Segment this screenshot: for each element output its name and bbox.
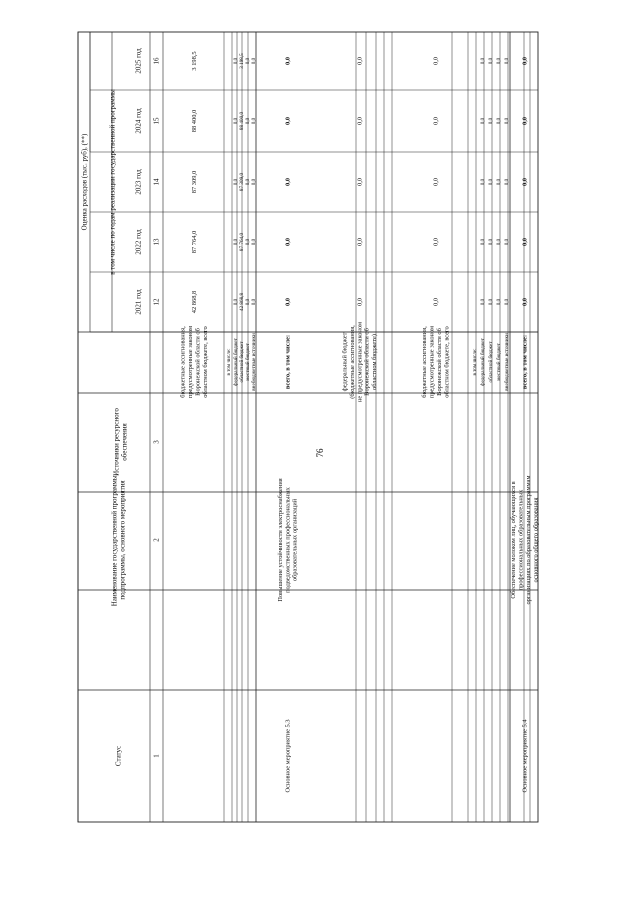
row-7-value-2: 0,0 [284,238,292,246]
row-1-value-1: 42 868,8 [190,290,198,314]
row-1-value-2: 87 764,0 [190,230,198,254]
row-5-value-5: 0,0 [244,57,251,65]
row-14-source: внебюджетные источники [503,333,510,391]
row-14-value-3: 0,0 [503,178,510,186]
header-colnum-2: 2 [152,538,161,542]
row-8-source: федеральный бюджет(бюджетные ассигнования,не предусмотренные закономВоронежской области обобластном бюджете) [341,321,378,403]
page-number: 76 [315,448,325,458]
row-5-value-3: 0,0 [244,178,251,186]
row-6-source: внебюджетные источники [250,333,257,391]
row-13-value-5: 0,0 [495,57,502,65]
row-4-value-2: 87 764,0 [238,232,245,252]
row-11-source: федеральный бюджет [479,338,486,386]
row-7-value-4: 0,0 [284,117,292,125]
row-12-value-2: 0,0 [487,238,494,246]
row-9-value-5: 0,0 [432,57,440,65]
row-15-status: Основное мероприятие 5.4 [521,719,529,793]
header-colnum-6: 14 [152,178,161,186]
row-13-value-2: 0,0 [495,238,502,246]
row-5-value-1: 0,0 [244,298,251,306]
header-including: в том числе по годам реализации государственной программы [108,89,117,275]
header-year-4: 2024 год [134,108,143,134]
row-10-source: в том числе: [471,348,478,376]
row-11-value-5: 0,0 [479,57,486,65]
row-15-value-5: 0,0 [521,57,529,65]
header-status: Статус [114,745,123,767]
row-4-value-4: 88 400,0 [238,111,245,131]
row-3-value-2: 0,0 [232,238,239,246]
row-4-value-3: 87 309,0 [238,172,245,192]
header-year-2: 2022 год [134,229,143,255]
row-11-value-2: 0,0 [479,238,486,246]
row-5-value-4: 0,0 [244,117,251,125]
row-13-source: местный бюджет [495,343,502,381]
row-3-value-3: 0,0 [232,178,239,186]
header-source: Источники ресурсногообеспечения [112,408,129,476]
row-6-value-5: 0,0 [250,57,257,65]
row-12-value-1: 0,0 [487,298,494,306]
header-year-5: 2025 год [134,48,143,74]
row-12-value-4: 0,0 [487,117,494,125]
header-colnum-3: 3 [152,440,161,444]
row-15-value-1: 0,0 [521,298,529,306]
row-1-value-3: 87 309,0 [190,170,198,194]
table-frame [78,32,538,822]
row-14-value-4: 0,0 [503,117,510,125]
header-estimate: Оценка расходов (тыс. руб), (**) [80,133,89,231]
row-12-source: областной бюджет [487,341,494,383]
row-15-value-4: 0,0 [521,117,529,125]
row-5-value-2: 0,0 [244,238,251,246]
row-6-value-3: 0,0 [250,178,257,186]
header-colnum-4: 12 [152,298,161,306]
row-1-value-4: 88 400,0 [190,109,198,133]
row-9-value-1: 0,0 [432,298,440,306]
row-12-value-5: 0,0 [487,57,494,65]
row-8-value-1: 0,0 [356,298,364,306]
row-7-value-1: 0,0 [284,298,292,306]
header-colnum-1: 1 [152,754,161,758]
row-15-source: всего, в том числе: [521,334,529,390]
row-11-value-4: 0,0 [479,117,486,125]
row-12-value-3: 0,0 [487,178,494,186]
row-13-value-4: 0,0 [495,117,502,125]
row-15-name: Обеспечение молоком лиц, обучающихся впрофессиональных образовательныхорганизациях по образовательным программамосновного общего образования [510,475,540,605]
row-7-value-5: 0,0 [284,57,292,65]
row-14-value-1: 0,0 [503,298,510,306]
row-1-value-5: 3 198,5 [190,51,198,71]
row-4-value-5: 3 198,5 [238,53,245,69]
row-8-value-2: 0,0 [356,238,364,246]
header-year-3: 2023 год [134,169,143,195]
header-colnum-8: 16 [152,57,161,65]
row-9-value-4: 0,0 [432,117,440,125]
row-3-source: федеральный бюджет [232,338,239,386]
header-year-1: 2021 год [134,289,143,315]
header-colnum-7: 15 [152,117,161,125]
header-colnum-5: 13 [152,238,161,246]
row-4-source: областной бюджет [238,341,245,383]
row-1-source: бюджетные ассигнования,предусмотренные закономВоронежской области обобластном бюджете, всего [179,325,209,399]
row-3-value-5: 0,0 [232,57,239,65]
row-11-value-1: 0,0 [479,298,486,306]
row-8-value-4: 0,0 [356,117,364,125]
row-15-value-2: 0,0 [521,238,529,246]
row-8-value-3: 0,0 [356,178,364,186]
row-7-source: всего, в том числе: [284,334,292,390]
row-5-source: местный бюджет [244,343,251,381]
row-6-value-2: 0,0 [250,238,257,246]
row-8-value-5: 0,0 [356,57,364,65]
row-9-value-2: 0,0 [432,238,440,246]
row-15-value-3: 0,0 [521,178,529,186]
row-6-value-4: 0,0 [250,117,257,125]
row-14-value-2: 0,0 [503,238,510,246]
row-6-value-1: 0,0 [250,298,257,306]
row-2-source: в том числе: [225,348,232,376]
row-13-value-1: 0,0 [495,298,502,306]
row-11-value-3: 0,0 [479,178,486,186]
header-name: Наименование государственной программы,подпрограммы, основного мероприятия [110,473,127,607]
row-3-value-1: 0,0 [232,298,239,306]
row-4-value-1: 42 868,8 [238,292,245,312]
row-13-value-3: 0,0 [495,178,502,186]
row-7-name: Повышение устойчивости электроснабженияподведомственных профессиональныхобразовательных организаций [276,478,299,602]
row-7-status: Основное мероприятие 5.3 [284,719,292,793]
row-14-value-5: 0,0 [503,57,510,65]
row-9-source: бюджетные ассигнования,предусмотренные закономВоронежской области обобластном бюджете, всего [421,325,451,399]
row-3-value-4: 0,0 [232,117,239,125]
row-7-value-3: 0,0 [284,178,292,186]
row-9-value-3: 0,0 [432,178,440,186]
